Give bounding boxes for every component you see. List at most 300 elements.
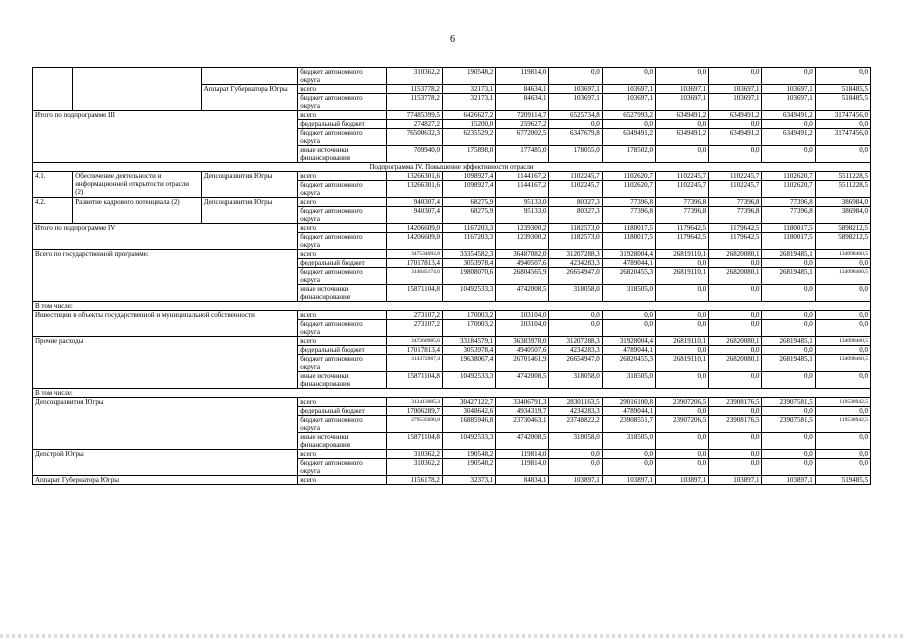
value-cell: 31928004,4	[602, 337, 655, 346]
value-cell: 23907206,5	[655, 416, 708, 433]
funding-source: всего	[298, 398, 386, 407]
value-cell: 26819110,1	[655, 268, 708, 285]
value-cell: 29016100,8	[602, 398, 655, 407]
value-cell: 6525734,8	[549, 111, 602, 120]
funding-source: всего	[298, 450, 386, 459]
value-cell: 0,0	[762, 120, 815, 129]
value-cell: 940307,4	[386, 198, 442, 207]
table-row	[33, 111, 871, 120]
value-cell: 310362,2	[386, 459, 442, 476]
value-cell: 314645174,6	[386, 268, 442, 285]
value-cell: 0,0	[709, 259, 762, 268]
funding-source: всего	[298, 337, 386, 346]
value-cell: 518485,5	[815, 94, 870, 111]
value-cell: 0,0	[815, 68, 870, 85]
value-cell: 0,0	[655, 407, 708, 416]
table-row	[33, 224, 871, 233]
value-cell: 0,0	[655, 450, 708, 459]
value-cell: 274827,2	[386, 120, 442, 129]
value-cell: 15871104,8	[386, 433, 442, 450]
value-cell: 0,0	[549, 450, 602, 459]
value-cell: 26654947,0	[549, 355, 602, 372]
value-cell: 84834,1	[496, 476, 549, 485]
value-cell: 31928004,4	[602, 250, 655, 259]
value-cell: 0,0	[762, 320, 815, 337]
value-cell: 103897,1	[602, 476, 655, 485]
value-cell: 1239300,2	[496, 233, 549, 250]
value-cell: 26819110,1	[655, 355, 708, 372]
item-number: 4.1.	[33, 172, 73, 198]
value-cell: 119814,0	[496, 450, 549, 459]
value-cell: 31747456,0	[815, 129, 870, 146]
value-cell: 103697,1	[602, 85, 655, 94]
value-cell: 0,0	[815, 372, 870, 389]
value-cell: 0,0	[549, 68, 602, 85]
value-cell: 103697,1	[655, 85, 708, 94]
value-cell: 0,0	[709, 346, 762, 355]
value-cell: 103104,0	[496, 311, 549, 320]
value-cell: 0,0	[655, 146, 708, 163]
value-cell: 6349491,2	[762, 111, 815, 120]
value-cell: 26820080,1	[709, 268, 762, 285]
value-cell: 26701461,9	[496, 355, 549, 372]
value-cell: 0,0	[709, 146, 762, 163]
value-cell: 310362,2	[386, 450, 442, 459]
block-title: Аппарат Губернатора Югры	[33, 476, 298, 485]
value-cell: 518485,5	[815, 85, 870, 94]
value-cell: 1102245,7	[709, 181, 762, 198]
value-cell: 10492533,3	[442, 372, 495, 389]
value-cell: 170003,2	[442, 311, 495, 320]
value-cell: 1144167,2	[496, 181, 549, 198]
value-cell: 6235529,2	[442, 129, 495, 146]
scan-edge	[0, 634, 905, 638]
value-cell: 76500632,3	[386, 129, 442, 146]
value-cell: 77396,8	[709, 207, 762, 224]
value-cell: 15871104,8	[386, 285, 442, 302]
funding-source: всего	[298, 172, 386, 181]
value-cell: 26819485,1	[762, 355, 815, 372]
value-cell: 77396,8	[762, 207, 815, 224]
value-cell: 0,0	[549, 120, 602, 129]
table-row	[33, 389, 871, 398]
value-cell: 3048642,6	[442, 407, 495, 416]
value-cell: 6349491,2	[655, 129, 708, 146]
value-cell: 273107,2	[386, 320, 442, 337]
value-cell: 4934319,7	[496, 407, 549, 416]
funding-source: бюджет автономного округа	[298, 94, 386, 111]
item-number	[33, 68, 73, 111]
value-cell: 23907581,5	[762, 416, 815, 433]
value-cell: 0,0	[655, 372, 708, 389]
value-cell: 0,0	[655, 459, 708, 476]
value-cell: 7209114,7	[496, 111, 549, 120]
value-cell: 103104,0	[496, 320, 549, 337]
value-cell: 0,0	[655, 433, 708, 450]
program-name: Развитие кадрового потенциала (2)	[73, 198, 202, 224]
value-cell: 0,0	[762, 407, 815, 416]
value-cell: 347534092,8	[386, 250, 442, 259]
value-cell: 318058,0	[549, 372, 602, 389]
value-cell: 0,0	[709, 372, 762, 389]
value-cell: 36383978,0	[496, 337, 549, 346]
value-cell: 0,0	[709, 320, 762, 337]
value-cell: 6349491,2	[762, 129, 815, 146]
value-cell: 1179642,5	[655, 233, 708, 250]
executor	[201, 68, 297, 85]
value-cell: 77396,8	[602, 207, 655, 224]
value-cell: 0,0	[762, 459, 815, 476]
funding-source: федеральный бюджет	[298, 407, 386, 416]
value-cell: 178502,0	[602, 146, 655, 163]
value-cell: 1102245,7	[655, 181, 708, 198]
value-cell: 190548,2	[442, 459, 495, 476]
table-row	[33, 68, 871, 85]
value-cell: 0,0	[762, 346, 815, 355]
value-cell: 103897,1	[655, 476, 708, 485]
value-cell: 0,0	[762, 146, 815, 163]
value-cell: 119814,0	[496, 68, 549, 85]
value-cell: 4940507,6	[496, 346, 549, 355]
value-cell: 23748822,2	[549, 416, 602, 433]
funding-source: всего	[298, 224, 386, 233]
value-cell: 4789044,1	[602, 407, 655, 416]
value-cell: 0,0	[815, 433, 870, 450]
value-cell: 31207288,3	[549, 250, 602, 259]
value-cell: 318505,0	[602, 285, 655, 302]
value-cell: 1144167,2	[496, 172, 549, 181]
value-cell: 4234283,3	[549, 407, 602, 416]
value-cell: 26820080,1	[709, 337, 762, 346]
value-cell: 17006289,7	[386, 407, 442, 416]
value-cell: 0,0	[815, 320, 870, 337]
value-cell: 4234283,3	[549, 346, 602, 355]
value-cell: 273107,2	[386, 311, 442, 320]
value-cell: 26819110,1	[655, 250, 708, 259]
value-cell: 103897,1	[762, 476, 815, 485]
value-cell: 68275,9	[442, 198, 495, 207]
funding-source: бюджет автономного округа	[298, 320, 386, 337]
value-cell: 1180017,5	[602, 224, 655, 233]
value-cell: 26820455,3	[602, 355, 655, 372]
funding-source: федеральный бюджет	[298, 120, 386, 129]
value-cell: 940307,4	[386, 207, 442, 224]
value-cell: 103697,1	[602, 94, 655, 111]
value-cell: 30427122,7	[442, 398, 495, 407]
funding-source: федеральный бюджет	[298, 346, 386, 355]
value-cell: 0,0	[762, 285, 815, 302]
value-cell: 310362,2	[386, 68, 442, 85]
value-cell: 5511228,5	[815, 181, 870, 198]
in-total-label: В том числе:	[33, 302, 871, 311]
value-cell: 386984,0	[815, 207, 870, 224]
value-cell: 95133,0	[496, 198, 549, 207]
value-cell: 33354582,3	[442, 250, 495, 259]
value-cell: 0,0	[709, 285, 762, 302]
table-row	[33, 302, 871, 311]
funding-source: всего	[298, 311, 386, 320]
funding-source: иные источники финансирования	[298, 146, 386, 163]
value-cell: 26819485,1	[762, 250, 815, 259]
value-cell: 318058,0	[549, 433, 602, 450]
block-title: Инвестиции в объекты государственной и муниципальной собственности	[33, 311, 298, 337]
value-cell: 6349491,2	[709, 111, 762, 120]
table-row	[33, 476, 871, 485]
value-cell: 0,0	[655, 68, 708, 85]
value-cell: 1102245,7	[549, 181, 602, 198]
value-cell: 318505,0	[602, 372, 655, 389]
funding-source: иные источники финансирования	[298, 433, 386, 450]
value-cell: 0,0	[815, 459, 870, 476]
value-cell: 14206609,0	[386, 233, 442, 250]
value-cell: 26819485,1	[762, 268, 815, 285]
value-cell: 0,0	[815, 311, 870, 320]
value-cell: 17017813,4	[386, 346, 442, 355]
value-cell: 0,0	[602, 459, 655, 476]
executor: Депсоцразвития Югры	[201, 172, 297, 198]
value-cell: 134098460,5	[815, 250, 870, 259]
value-cell: 0,0	[762, 68, 815, 85]
value-cell: 0,0	[655, 259, 708, 268]
value-cell: 1182573,0	[549, 224, 602, 233]
funding-source: всего	[298, 111, 386, 120]
value-cell: 0,0	[655, 120, 708, 129]
value-cell: 0,0	[762, 259, 815, 268]
value-cell: 1098927,4	[442, 181, 495, 198]
value-cell: 103697,1	[549, 85, 602, 94]
value-cell: 15200,0	[442, 120, 495, 129]
table-row	[33, 450, 871, 459]
value-cell: 77396,8	[709, 198, 762, 207]
value-cell: 170003,2	[442, 320, 495, 337]
value-cell: 4940507,6	[496, 259, 549, 268]
value-cell: 119538942,5	[815, 398, 870, 407]
value-cell: 0,0	[815, 407, 870, 416]
value-cell: 19638067,4	[442, 355, 495, 372]
value-cell: 259627,2	[496, 120, 549, 129]
value-cell: 0,0	[655, 320, 708, 337]
value-cell: 1102620,7	[762, 181, 815, 198]
value-cell: 1239300,2	[496, 224, 549, 233]
value-cell: 10492533,3	[442, 433, 495, 450]
value-cell: 1098927,4	[442, 172, 495, 181]
value-cell: 1179642,5	[709, 233, 762, 250]
value-cell: 31747456,0	[815, 111, 870, 120]
value-cell: 23908551,7	[602, 416, 655, 433]
value-cell: 17017813,4	[386, 259, 442, 268]
value-cell: 5898212,5	[815, 224, 870, 233]
page-number: 6	[450, 34, 455, 45]
value-cell: 68275,9	[442, 207, 495, 224]
value-cell: 0,0	[709, 433, 762, 450]
value-cell: 103697,1	[762, 94, 815, 111]
value-cell: 1167203,3	[442, 233, 495, 250]
table-row	[33, 311, 871, 320]
value-cell: 26654947,0	[549, 268, 602, 285]
value-cell: 175898,0	[442, 146, 495, 163]
value-cell: 1156178,2	[386, 476, 442, 485]
value-cell: 6347679,8	[549, 129, 602, 146]
value-cell: 103897,1	[709, 476, 762, 485]
value-cell: 26820080,1	[709, 355, 762, 372]
block-title: Итого по подпрограмме IV	[33, 224, 298, 250]
program-name: Обеспечение деятельности и информационной открытости отрасли (2)	[73, 172, 202, 198]
funding-source: всего	[298, 476, 386, 485]
funding-source: бюджет автономного округа	[298, 355, 386, 372]
value-cell: 77396,8	[655, 207, 708, 224]
value-cell: 84634,1	[496, 94, 549, 111]
funding-source: бюджет автономного округа	[298, 207, 386, 224]
value-cell: 6349491,2	[655, 111, 708, 120]
value-cell: 28301163,5	[549, 398, 602, 407]
table-row	[33, 163, 871, 172]
value-cell: 13266301,6	[386, 172, 442, 181]
value-cell: 26820080,1	[709, 250, 762, 259]
subprogram-header: Подпрограмма IV. Повышение эффективности отрасли	[33, 163, 871, 172]
value-cell: 26820455,3	[602, 268, 655, 285]
value-cell: 312413085,3	[386, 398, 442, 407]
value-cell: 0,0	[655, 285, 708, 302]
value-cell: 1179642,5	[709, 224, 762, 233]
value-cell: 1180017,5	[762, 233, 815, 250]
budget-table	[32, 67, 871, 485]
value-cell: 0,0	[602, 311, 655, 320]
table-row	[33, 172, 871, 181]
value-cell: 0,0	[709, 450, 762, 459]
value-cell: 0,0	[709, 407, 762, 416]
value-cell: 0,0	[815, 120, 870, 129]
value-cell: 519485,5	[815, 476, 870, 485]
value-cell: 386984,0	[815, 198, 870, 207]
value-cell: 23730463,1	[496, 416, 549, 433]
value-cell: 3053978,4	[442, 346, 495, 355]
value-cell: 1102620,7	[602, 172, 655, 181]
value-cell: 19808070,6	[442, 268, 495, 285]
value-cell: 1180017,5	[762, 224, 815, 233]
value-cell: 3053978,4	[442, 259, 495, 268]
funding-source: бюджет автономного округа	[298, 129, 386, 146]
value-cell: 6772002,5	[496, 129, 549, 146]
value-cell: 178055,0	[549, 146, 602, 163]
funding-source: всего	[298, 198, 386, 207]
funding-source: федеральный бюджет	[298, 259, 386, 268]
value-cell: 103697,1	[709, 94, 762, 111]
table-row	[33, 398, 871, 407]
value-cell: 0,0	[762, 311, 815, 320]
value-cell: 318505,0	[602, 433, 655, 450]
value-cell: 16885946,8	[442, 416, 495, 433]
item-number: 4.2.	[33, 198, 73, 224]
value-cell: 32173,1	[442, 85, 495, 94]
value-cell: 318058,0	[549, 285, 602, 302]
funding-source: всего	[298, 250, 386, 259]
funding-source: всего	[298, 85, 386, 94]
block-title: Прочие расходы	[33, 337, 298, 389]
value-cell: 14206609,0	[386, 224, 442, 233]
value-cell: 1180017,5	[602, 233, 655, 250]
funding-source: бюджет автономного округа	[298, 181, 386, 198]
funding-source: иные источники финансирования	[298, 372, 386, 389]
value-cell: 0,0	[709, 459, 762, 476]
value-cell: 0,0	[815, 259, 870, 268]
funding-source: бюджет автономного округа	[298, 268, 386, 285]
table-row	[33, 250, 871, 259]
funding-source: бюджет автономного округа	[298, 233, 386, 250]
value-cell: 0,0	[762, 372, 815, 389]
value-cell: 26804565,9	[496, 268, 549, 285]
value-cell: 119814,0	[496, 459, 549, 476]
value-cell: 26819485,1	[762, 337, 815, 346]
value-cell: 103697,1	[655, 94, 708, 111]
value-cell: 36487082,0	[496, 250, 549, 259]
value-cell: 26819110,1	[655, 337, 708, 346]
value-cell: 13266301,6	[386, 181, 442, 198]
value-cell: 6349491,2	[709, 129, 762, 146]
value-cell: 347260985,6	[386, 337, 442, 346]
value-cell: 1102620,7	[762, 172, 815, 181]
funding-source: бюджет автономного округа	[298, 459, 386, 476]
value-cell: 0,0	[655, 311, 708, 320]
value-cell: 77396,8	[655, 198, 708, 207]
value-cell: 23908176,5	[709, 416, 762, 433]
value-cell: 0,0	[762, 433, 815, 450]
value-cell: 279535690,8	[386, 416, 442, 433]
value-cell: 0,0	[549, 459, 602, 476]
value-cell: 32173,1	[442, 94, 495, 111]
value-cell: 1102245,7	[549, 172, 602, 181]
value-cell: 0,0	[815, 450, 870, 459]
value-cell: 80327,3	[549, 207, 602, 224]
executor: Аппарат Губернатора Югры	[201, 85, 297, 111]
in-total-label: В том числе:	[33, 389, 871, 398]
value-cell: 23907581,5	[762, 398, 815, 407]
value-cell: 0,0	[602, 120, 655, 129]
block-title: Всего по государственной программе:	[33, 250, 298, 302]
value-cell: 0,0	[549, 311, 602, 320]
value-cell: 119538942,5	[815, 416, 870, 433]
value-cell: 0,0	[762, 450, 815, 459]
value-cell: 77396,8	[602, 198, 655, 207]
value-cell: 0,0	[602, 450, 655, 459]
value-cell: 0,0	[815, 146, 870, 163]
value-cell: 0,0	[709, 311, 762, 320]
value-cell: 4789044,1	[602, 259, 655, 268]
value-cell: 6349491,2	[602, 129, 655, 146]
value-cell: 134098460,5	[815, 355, 870, 372]
table-row	[33, 337, 871, 346]
value-cell: 0,0	[655, 346, 708, 355]
value-cell: 1102620,7	[602, 181, 655, 198]
value-cell: 4742008,5	[496, 372, 549, 389]
value-cell: 177485,0	[496, 146, 549, 163]
value-cell: 190548,2	[442, 450, 495, 459]
value-cell: 5898212,5	[815, 233, 870, 250]
value-cell: 4789044,1	[602, 346, 655, 355]
value-cell: 0,0	[709, 120, 762, 129]
block-title: Депстрой Югры	[33, 450, 298, 476]
value-cell: 23908176,5	[709, 398, 762, 407]
value-cell: 0,0	[549, 320, 602, 337]
value-cell: 103697,1	[549, 94, 602, 111]
table-row	[33, 198, 871, 207]
value-cell: 1167203,3	[442, 224, 495, 233]
value-cell: 23907206,5	[655, 398, 708, 407]
value-cell: 709940,0	[386, 146, 442, 163]
value-cell: 4742008,5	[496, 433, 549, 450]
funding-source: бюджет автономного округа	[298, 416, 386, 433]
value-cell: 32373,1	[442, 476, 495, 485]
block-title: Депсоцразвития Югры	[33, 398, 298, 450]
